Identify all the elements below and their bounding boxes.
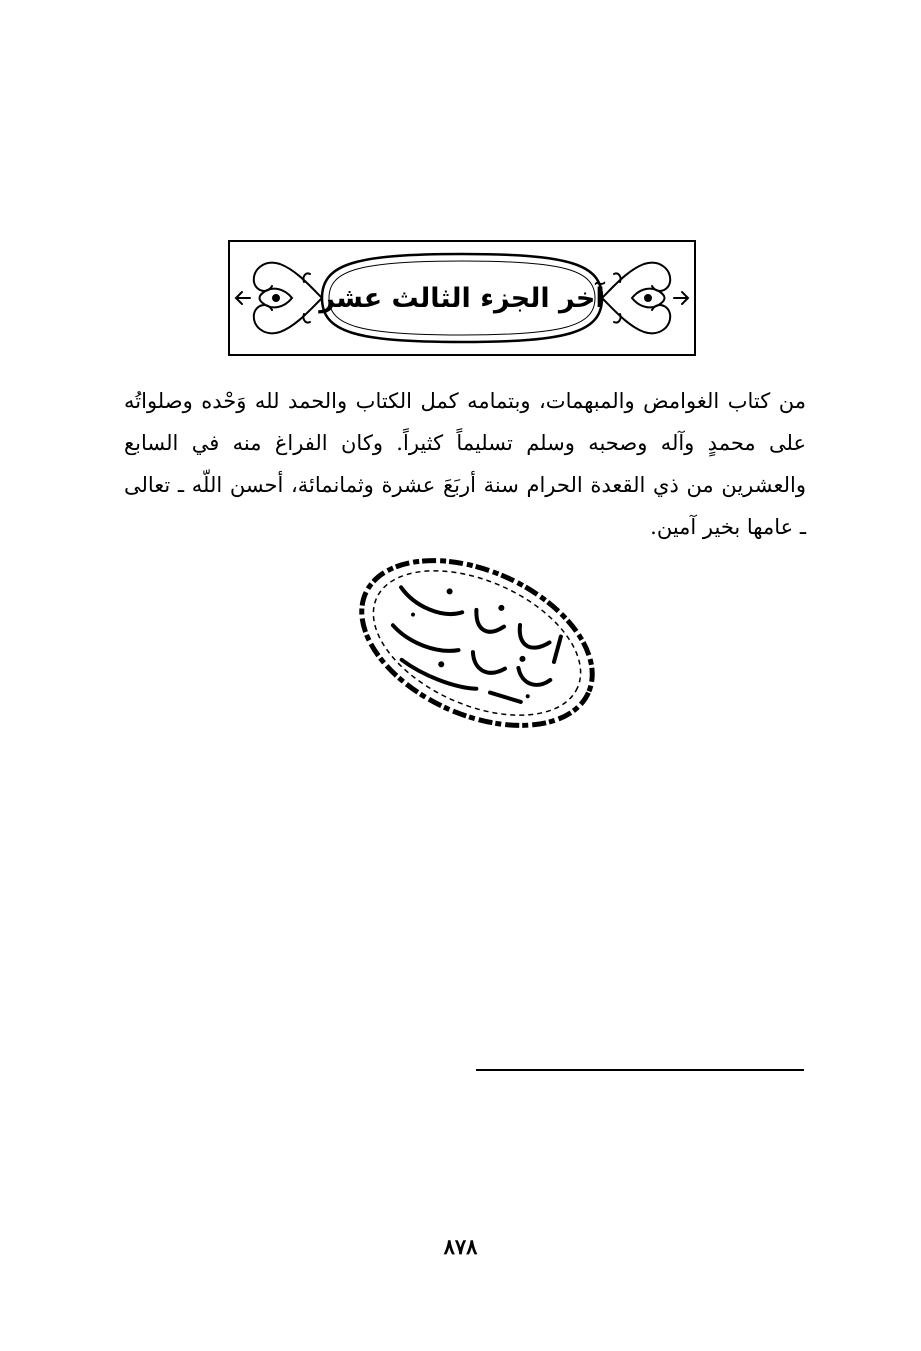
chapter-end-banner <box>228 240 696 356</box>
seal-stamp-icon <box>345 543 609 743</box>
footnote-separator <box>476 1069 804 1071</box>
colophon-paragraph: من كتاب الغوامض والمبهمات، وبتمامه كمل الكتاب والحمد لله وَحْده وصلواتُه على محمدٍ وآله وصحبه وسلم تسليماً كثيراً. وكان الفراغ منه في السابع والعشرين من ذي القعدة الحرام سنة أربَعَ عشرة وثمانمائة، أحسن اللّه ـ تعالى ـ عامها بخير آمين. <box>124 389 806 539</box>
page-number: ٨٧٨ <box>443 1234 478 1259</box>
chapter-end-title: آخر الجزء الثالث عشر <box>319 282 605 314</box>
